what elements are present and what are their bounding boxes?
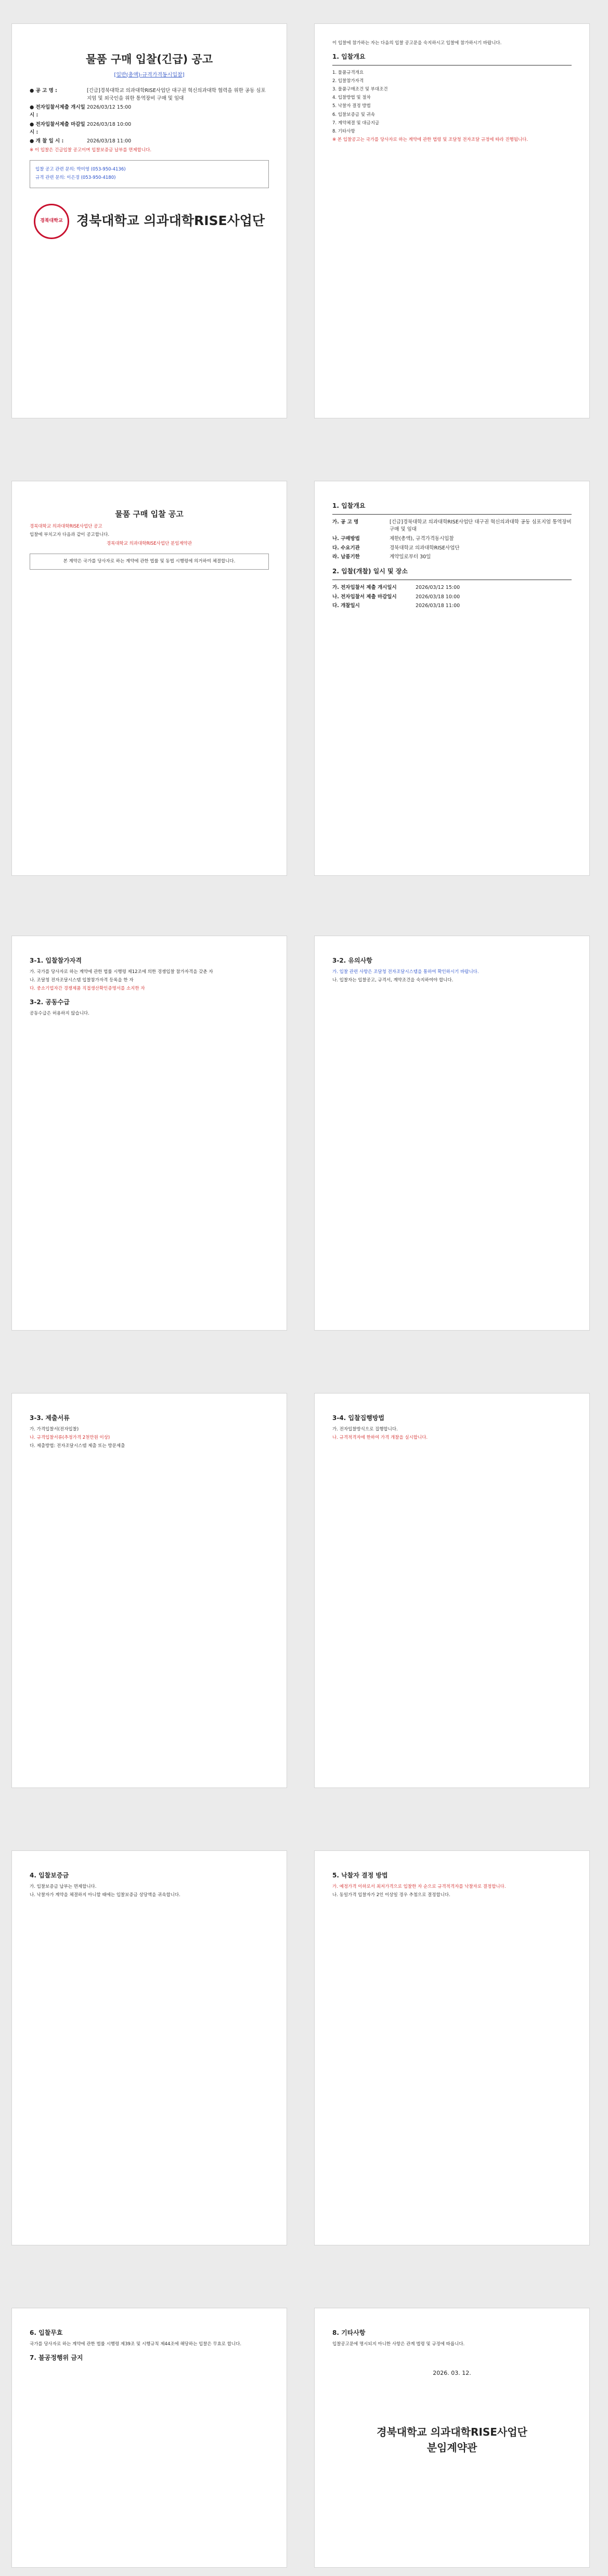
row: 가. 전자입찰서 제출 개시일시 2026/03/12 15:00 bbox=[332, 584, 460, 590]
warning: ※ 본 입찰공고는 국가를 당사자로 하는 계약에 관한 법령 및 조달청 전자조달 규정에 따라 진행됩니다. bbox=[332, 137, 528, 143]
signature-role: 분임계약관 bbox=[426, 2441, 477, 2454]
line: 입찰에 부치고자 다음과 같이 공고합니다. bbox=[30, 532, 110, 538]
unit: 경북대학교 의과대학RISE사업단 분임계약관 bbox=[106, 541, 192, 546]
org-block bbox=[30, 204, 269, 239]
row: 다. 수요기관 경북대학교 의과대학RISE사업단 bbox=[332, 545, 460, 551]
text: 공동수급은 허용하지 않습니다. bbox=[30, 1010, 89, 1016]
item: 나. 입찰자는 입찰공고, 규격서, 계약조건을 숙지하여야 합니다. bbox=[332, 977, 454, 983]
toc-item: 6. 입찰보증금 및 귀속 bbox=[332, 112, 375, 117]
org-name: 경북대학교 의과대학RISE사업단 bbox=[76, 213, 265, 229]
item: 나. 동일가격 입찰자가 2인 이상일 경우 추첨으로 결정합니다. bbox=[332, 1892, 450, 1898]
page-6 bbox=[314, 936, 590, 1331]
item: 가. 국가를 당사자로 하는 계약에 관한 법률 시행령 제12조에 의한 경쟁입찰 참가자격을 갖춘 자 bbox=[30, 969, 213, 975]
contact-box bbox=[30, 160, 269, 188]
note: ※ 이 입찰은 긴급입찰 공고이며 입찰보증금 납부를 면제합니다. bbox=[30, 148, 152, 153]
section-heading: 1. 입찰개요 bbox=[332, 53, 366, 61]
item: 다. 중소기업자간 경쟁제품 직접생산확인증명서를 소지한 자 bbox=[30, 985, 145, 991]
contact-line: 규격 관련 문의: 이은경 (053-950-4180) bbox=[35, 175, 116, 181]
item: 가. 가격입찰서(전자입찰) bbox=[30, 1426, 79, 1432]
item: 가. 전자입찰방식으로 집행합니다. bbox=[332, 1426, 398, 1432]
page-4 bbox=[314, 481, 590, 876]
field-open-date: ● 전자입찰서제출 개시일시 : 2026/03/12 15:00 bbox=[30, 104, 132, 119]
toc-item: 4. 입찰방법 및 절차 bbox=[332, 95, 371, 101]
section-heading: 2. 입찰(개찰) 일시 및 장소 bbox=[332, 568, 408, 575]
notice-box: 본 계약은 국가를 당사자로 하는 계약에 관한 법률 및 동법 시행령에 의거하여 체결합니다. bbox=[30, 554, 269, 570]
field-opening-date: ● 개 찰 일 시 : 2026/03/18 11:00 bbox=[30, 138, 132, 144]
toc-item: 5. 낙찰자 결정 방법 bbox=[332, 103, 371, 109]
section-heading: 8. 기타사항 bbox=[332, 2329, 366, 2336]
page-2 bbox=[314, 23, 590, 418]
toc-item: 7. 계약체결 및 대금지급 bbox=[332, 120, 380, 126]
item: 다. 제출방법: 전자조달시스템 제출 또는 방문제출 bbox=[30, 1443, 125, 1449]
text: 입찰공고문에 명시되지 아니한 사항은 관계 법령 및 규정에 따릅니다. bbox=[332, 2341, 465, 2347]
page-title: 물품 구매 입찰 공고 bbox=[115, 509, 184, 519]
item: 나. 조달청 전자조달시스템 입찰참가자격 등록을 한 자 bbox=[30, 977, 134, 983]
line: 경북대학교 의과대학RISE사업단 공고 bbox=[30, 524, 102, 530]
text: 국가를 당사자로 하는 계약에 관한 법률 시행령 제39조 및 시행규칙 제44조에 해당하는 입찰은 무효로 합니다. bbox=[30, 2341, 242, 2347]
section-heading: 6. 입찰무효 bbox=[30, 2329, 63, 2336]
item: 가. 입찰 관련 사항은 조달청 전자조달시스템을 통하여 확인하시기 바랍니다. bbox=[332, 969, 479, 975]
field-notice-name: ● 공 고 명 : [긴급]경북대학교 의과대학RISE사업단 대구권 혁신의과대학 협력을 위한 공동 심포지엄 및 외국인을 위한 통역장비 구매 및 임대 bbox=[30, 88, 266, 101]
page-subtitle: [일반(총액)-규격가격동시입찰] bbox=[114, 72, 185, 78]
page-5 bbox=[11, 936, 287, 1331]
section-heading: 7. 불공정행위 금지 bbox=[30, 2354, 83, 2361]
section-heading: 3-2. 유의사항 bbox=[332, 957, 372, 964]
item: 가. 예정가격 이하로서 최저가격으로 입찰한 자 순으로 규격적격자를 낙찰자로 결정합니다. bbox=[332, 1884, 506, 1889]
toc-item: 3. 물품구매조건 및 부대조건 bbox=[332, 87, 388, 93]
section-heading: 3-2. 공동수급 bbox=[30, 998, 70, 1006]
intro: 이 입찰에 참가하는 자는 다음의 입찰 공고문을 숙지하시고 입찰에 참가하시기 바랍니다. bbox=[332, 41, 502, 46]
section-heading: 1. 입찰개요 bbox=[332, 502, 366, 509]
section-heading: 4. 입찰보증금 bbox=[30, 1872, 69, 1879]
row: 나. 전자입찰서 제출 마감일시 2026/03/18 10:00 bbox=[332, 594, 460, 600]
toc-item: 8. 기타사항 bbox=[332, 128, 355, 134]
page-12 bbox=[314, 2308, 590, 2568]
page-title: 물품 구매 입찰(긴급) 공고 bbox=[86, 53, 213, 65]
page-11 bbox=[11, 2308, 287, 2568]
item: 나. 규격입찰서류(추정가격 2천만원 이상) bbox=[30, 1435, 110, 1440]
section-heading: 5. 낙찰자 결정 방법 bbox=[332, 1872, 388, 1879]
section-heading: 3-3. 제출서류 bbox=[30, 1414, 70, 1422]
page-10 bbox=[314, 1850, 590, 2245]
page-9 bbox=[11, 1850, 287, 2245]
toc-item: 2. 입찰참가자격 bbox=[332, 78, 364, 84]
field-close-date: ● 전자입찰서제출 마감일시 : 2026/03/18 10:00 bbox=[30, 121, 132, 135]
contact-line: 입찰 공고 관련 문의: 박미영 (053-950-4136) bbox=[35, 167, 126, 173]
page-8 bbox=[314, 1393, 590, 1788]
date: 2026. 03. 12. bbox=[433, 2369, 471, 2376]
university-seal: 경북대학교 bbox=[34, 204, 69, 239]
row: 가. 공 고 명 [긴급]경북대학교 의과대학RISE사업단 대구권 혁신의과대학 공동 심포지엄 통역장비 구매 및 임대 bbox=[332, 519, 572, 533]
item: 나. 낙찰자가 계약을 체결하지 아니할 때에는 입찰보증금 상당액을 귀속합니다. bbox=[30, 1892, 180, 1898]
page-3 bbox=[11, 481, 287, 876]
item: 나. 규격적격자에 한하여 가격 개찰을 실시합니다. bbox=[332, 1435, 428, 1440]
section-heading: 3-1. 입찰참가자격 bbox=[30, 957, 82, 964]
signature-block bbox=[332, 2424, 572, 2455]
row: 라. 납품기한 계약일로부터 30일 bbox=[332, 554, 431, 560]
signature-org: 경북대학교 의과대학RISE사업단 bbox=[377, 2425, 527, 2438]
section-heading: 3-4. 입찰집행방법 bbox=[332, 1414, 384, 1422]
page-1 bbox=[11, 23, 287, 418]
toc-item: 1. 물품규격개요 bbox=[332, 70, 364, 75]
page-7 bbox=[11, 1393, 287, 1788]
item: 가. 입찰보증금 납부는 면제합니다. bbox=[30, 1884, 97, 1889]
row: 나. 구매방법 제한(총액), 규격가격동시입찰 bbox=[332, 536, 454, 542]
row: 다. 개찰일시 2026/03/18 11:00 bbox=[332, 603, 460, 609]
